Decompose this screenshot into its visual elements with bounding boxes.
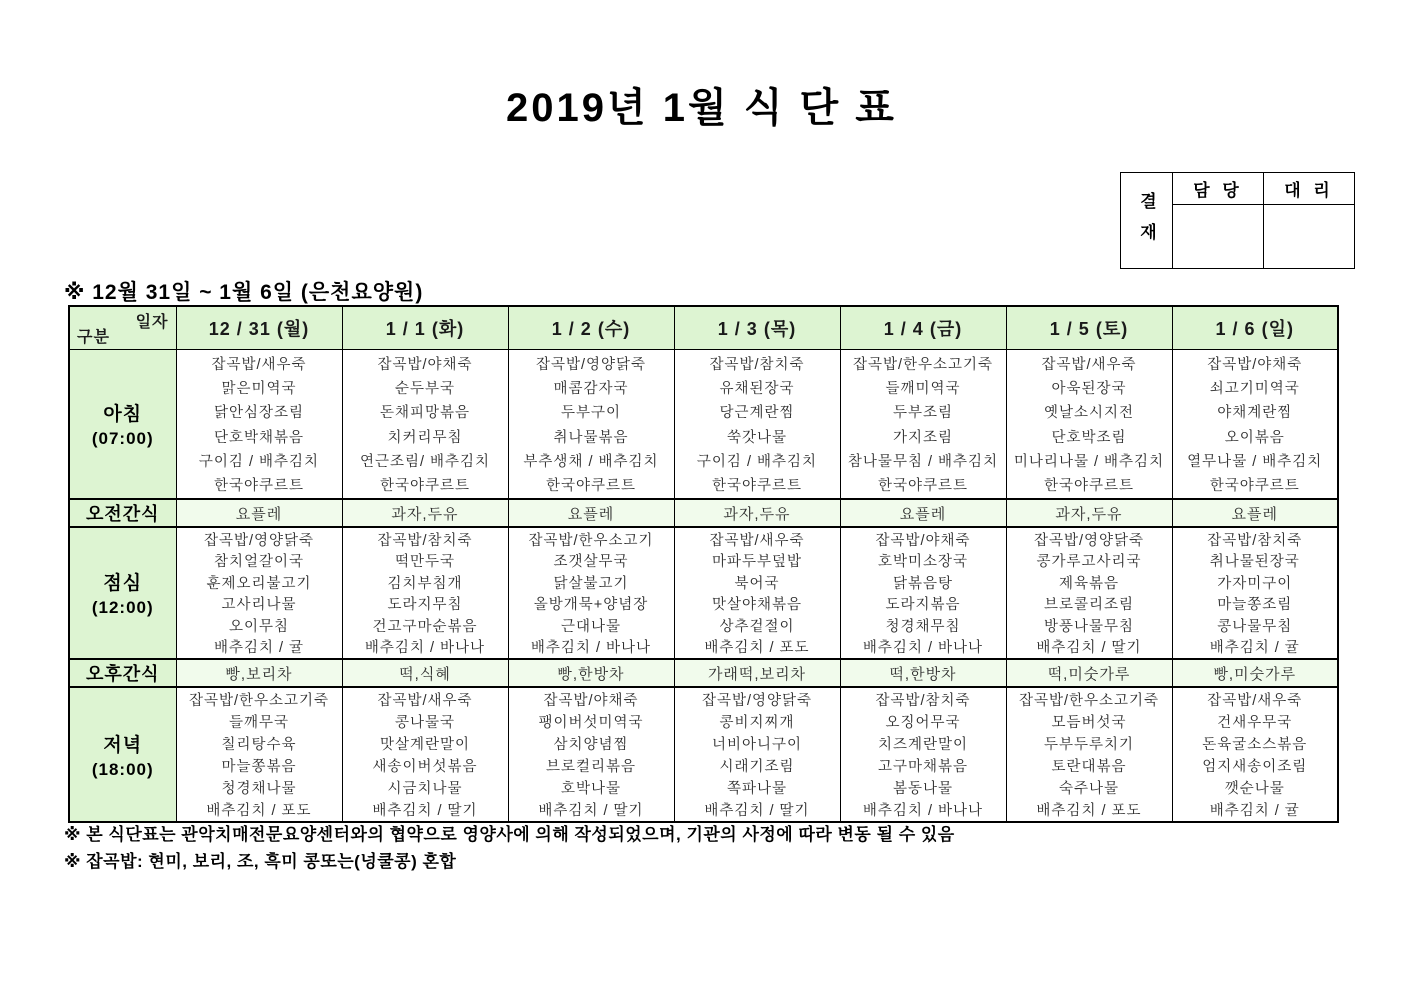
menu-item: 잡곡밥/야채죽 [875,532,971,549]
menu-item: 당근계란찜 [719,405,795,422]
approval-sign-manager [1173,205,1264,269]
menu-item: 고사리나물 [221,597,297,614]
approval-stamp-label: 결재 [1121,173,1173,269]
menu-item: 두부구이 [560,405,622,422]
menu-item: 들깨미역국 [885,381,961,398]
menu-item-list [343,528,508,658]
menu-item: 잡곡밥/새우죽 [1207,693,1303,709]
menu-item: 들깨무국 [228,715,290,731]
menu-item: 닭살불고기 [553,575,629,592]
row-label-text: 점심 [103,573,143,594]
menu-item: 브로콜리조림 [1043,597,1135,614]
menu-item-list [177,688,342,821]
corner-label-date: 일자 [135,314,169,331]
menu-item: 근대나물 [560,618,622,635]
menu-item: 배추김치 / 포도 [1036,803,1142,819]
menu-cell [176,527,342,659]
menu-cell [840,687,1006,822]
footer-note: ※ 본 식단표는 관악치매전문요양센터와의 협약으로 영양사에 의해 작성되었으며, 기관의 사정에 따라 변동 될 수 있음 [64,825,955,844]
menu-item: 배추김치 / 딸기 [372,803,478,819]
menu-item: 단호박채볶음 [213,429,305,446]
menu-item-list [1007,528,1172,658]
snack-cell: 떡,식혜 [342,659,508,687]
menu-item: 잡곡밥/야채죽 [377,357,473,374]
menu-item: 잡곡밥/영양닭죽 [535,357,647,374]
menu-item: 배추김치 / 바나나 [862,803,984,819]
menu-item: 매콤감자국 [553,381,629,398]
menu-item: 삼치양념찜 [553,737,629,753]
menu-item-list [1007,350,1172,498]
menu-item-list [1173,350,1338,498]
menu-item: 잡곡밥/새우죽 [211,357,307,374]
menu-item: 돈육굴소스볶음 [1202,737,1308,753]
menu-item: 건새우무국 [1217,715,1293,731]
menu-item: 치즈계란말이 [877,737,969,753]
menu-table-head [69,306,1338,350]
menu-item: 잡곡밥/새우죽 [377,693,473,709]
menu-cell [840,350,1006,500]
menu-cell [1006,687,1172,822]
menu-item: 옛날소시지전 [1043,405,1135,422]
menu-item: 모듬버섯국 [1051,715,1127,731]
menu-item: 참치얼갈이국 [213,554,305,571]
menu-item-list [343,688,508,821]
snack-cell: 빵,미숫가루 [1172,659,1338,687]
menu-item: 한국야쿠르트 [1043,477,1135,494]
snack-cell: 과자,두유 [342,499,508,527]
menu-item-list [509,350,674,498]
menu-item-list [1173,688,1338,821]
date-column-header: 1 / 6 (일) [1172,306,1338,350]
menu-item: 시래기조림 [719,759,795,775]
menu-item: 잡곡밥/영양닭죽 [1033,532,1145,549]
menu-item: 부추생채 / 배추김치 [523,453,659,470]
menu-item: 참나물무침 / 배추김치 [847,453,999,470]
menu-item: 잡곡밥/한우소고기죽 [188,693,330,709]
menu-item: 방풍나물무침 [1043,618,1135,635]
menu-item: 순두부국 [394,381,456,398]
menu-item: 가자미구이 [1217,575,1293,592]
menu-item: 연근조림/ 배추김치 [359,453,491,470]
approval-box [1120,172,1355,269]
menu-item: 건고구마순볶음 [372,618,478,635]
menu-item: 취나물볶음 [553,429,629,446]
menu-item: 시금치나물 [387,781,463,797]
snack-cell: 빵,한방차 [508,659,674,687]
menu-item: 잡곡밥/참치죽 [1207,532,1303,549]
menu-item-list [177,350,342,498]
menu-item: 제육볶음 [1058,575,1120,592]
footer-note: ※ 잡곡밥: 현미, 보리, 조, 흑미 콩또는(넝쿨콩) 혼합 [64,852,457,871]
menu-item: 배추김치 / 바나나 [364,640,486,657]
menu-item-list [1007,688,1172,821]
snack-cell: 과자,두유 [1006,499,1172,527]
approval-role-deputy: 대 리 [1264,173,1355,205]
menu-item: 배추김치 / 귤 [1209,803,1300,819]
menu-item: 콩나물국 [394,715,456,731]
menu-item-list [1173,528,1338,658]
menu-item-list [841,528,1006,658]
menu-item: 배추김치 / 딸기 [1036,640,1142,657]
menu-item: 봄동나물 [892,781,954,797]
menu-item: 가지조림 [892,429,954,446]
menu-item: 배추김치 / 포도 [206,803,312,819]
menu-item: 배추김치 / 바나나 [530,640,652,657]
menu-cell [342,350,508,500]
footer-notes [64,821,955,875]
menu-cell [176,350,342,500]
page-title: 2019년 1월 식 단 표 [506,86,897,130]
menu-item: 야채계란찜 [1217,405,1293,422]
menu-item: 맑은미역국 [221,381,297,398]
menu-item: 구이김 / 배추김치 [696,453,818,470]
row-label-lunch [69,527,176,659]
menu-item: 배추김치 / 딸기 [538,803,644,819]
date-column-header: 1 / 4 (금) [840,306,1006,350]
menu-cell [1172,350,1338,500]
menu-item: 너비아니구이 [711,737,803,753]
menu-item: 잡곡밥/영양닭죽 [203,532,315,549]
menu-item: 닭안심장조림 [213,405,305,422]
menu-item: 새송이버섯볶음 [372,759,478,775]
menu-item: 한국야쿠르트 [1209,477,1300,494]
corner-header-cell [69,306,176,350]
row-label-text: 오전간식 [85,504,160,524]
menu-item: 한국야쿠르트 [545,477,637,494]
menu-item: 잡곡밥/참치죽 [709,357,805,374]
row-label-snack-pm [69,659,176,687]
menu-cell [1172,527,1338,659]
menu-table [68,305,1339,823]
menu-item: 떡만두국 [394,554,456,571]
menu-item: 잡곡밥/참치죽 [875,693,971,709]
menu-cell [342,527,508,659]
snack-cell: 빵,보리차 [176,659,342,687]
menu-item: 맛살계란말이 [379,737,471,753]
menu-item: 호박나물 [560,781,622,797]
approval-role-manager: 담 당 [1173,173,1264,205]
menu-item-list [343,350,508,498]
menu-cell [176,687,342,822]
menu-item: 올방개묵+양념장 [533,597,649,614]
approval-sign-deputy [1264,205,1355,269]
menu-item: 조갯살무국 [553,554,629,571]
menu-item: 숙주나물 [1058,781,1120,797]
menu-item: 마늘쫑조림 [1217,597,1293,614]
menu-cell [1172,687,1338,822]
menu-item: 미나리나물 / 배추김치 [1013,453,1165,470]
menu-item: 도라지볶음 [885,597,961,614]
row-label-time: (18:00) [91,759,154,779]
menu-cell [1006,350,1172,500]
menu-item: 아욱된장국 [1051,381,1127,398]
date-range-subtitle: ※ 12월 31일 ~ 1월 6일 (은천요양원) [64,281,424,304]
menu-item-list [177,528,342,658]
menu-item: 콩가루고사리국 [1036,554,1142,571]
row-label-snack-am [69,499,176,527]
menu-item: 도라지무침 [387,597,463,614]
menu-item: 훈제오리불고기 [206,575,312,592]
row-label-text: 저녁 [103,734,143,756]
menu-item: 오이무침 [228,618,290,635]
menu-item: 북어국 [734,575,780,592]
menu-item: 상추겉절이 [719,618,795,635]
menu-item: 잡곡밥/참치죽 [377,532,473,549]
date-column-header: 1 / 2 (수) [508,306,674,350]
menu-cell [674,350,840,500]
menu-cell [342,687,508,822]
menu-item-list [841,688,1006,821]
menu-item: 닭볶음탕 [892,575,954,592]
date-column-header: 1 / 3 (목) [674,306,840,350]
menu-cell [674,687,840,822]
menu-item: 잡곡밥/새우죽 [709,532,805,549]
row-label-time: (07:00) [91,429,154,448]
menu-table-body [69,350,1338,823]
snack-cell: 떡,한방차 [840,659,1006,687]
menu-item: 깻순나물 [1224,781,1285,797]
snack-cell: 요플레 [508,499,674,527]
menu-item: 잡곡밥/야채죽 [1207,357,1303,374]
menu-item: 오징어무국 [885,715,961,731]
menu-item: 쑥갓나물 [726,429,788,446]
row-label-dinner [69,687,176,822]
menu-item: 청경채나물 [221,781,297,797]
date-column-header: 1 / 1 (화) [342,306,508,350]
menu-item: 잡곡밥/한우소고기죽 [1018,693,1160,709]
menu-item: 팽이버섯미역국 [538,715,644,731]
menu-item: 배추김치 / 귤 [213,640,305,657]
menu-cell [508,687,674,822]
menu-item: 고구마채볶음 [877,759,969,775]
menu-item: 한국야쿠르트 [213,477,305,494]
menu-item: 잡곡밥/새우죽 [1041,357,1137,374]
menu-item: 오이볶음 [1224,429,1285,446]
menu-cell [1006,527,1172,659]
row-label-breakfast [69,350,176,500]
snack-cell: 떡,미숫가루 [1006,659,1172,687]
menu-item: 맛살야채볶음 [711,597,803,614]
menu-item: 두부조림 [892,405,954,422]
menu-item: 한국야쿠르트 [379,477,471,494]
menu-item: 잡곡밥/야채죽 [543,693,639,709]
date-column-header: 12 / 31 (월) [176,306,342,350]
menu-item: 유채된장국 [719,381,795,398]
snack-cell: 요플레 [840,499,1006,527]
row-label-time: (12:00) [91,598,154,617]
menu-cell [508,350,674,500]
menu-item: 한국야쿠르트 [711,477,803,494]
menu-item: 치커리무침 [387,429,463,446]
menu-item: 쪽파나물 [726,781,788,797]
menu-item: 배추김치 / 포도 [704,640,810,657]
menu-item: 구이김 / 배추김치 [198,453,320,470]
menu-cell [840,527,1006,659]
menu-item: 호박미소장국 [877,554,969,571]
menu-item: 쇠고기미역국 [1209,381,1300,398]
menu-item: 단호박조림 [1051,429,1127,446]
menu-item-list [675,350,840,498]
menu-item: 콩나물무침 [1217,618,1293,635]
menu-item: 배추김치 / 귤 [1209,640,1300,657]
menu-item-list [509,688,674,821]
menu-item: 브로컬리볶음 [545,759,637,775]
menu-item: 김치부침개 [387,575,463,592]
snack-cell: 요플레 [1172,499,1338,527]
menu-item: 잡곡밥/한우소고기 [528,532,654,549]
menu-item: 토란대볶음 [1051,759,1127,775]
menu-item: 잡곡밥/영양닭죽 [701,693,813,709]
menu-item: 칠리탕수육 [221,737,297,753]
menu-cell [674,527,840,659]
menu-item-list [509,528,674,658]
corner-label-category: 구분 [77,329,110,346]
menu-item: 취나물된장국 [1209,554,1300,571]
date-column-header: 1 / 5 (토) [1006,306,1172,350]
menu-cell [508,527,674,659]
row-label-text: 오후간식 [85,664,160,684]
row-label-text: 아침 [103,404,143,425]
menu-item: 두부두루치기 [1043,737,1135,753]
menu-item: 청경채무침 [885,618,961,635]
menu-item: 배추김치 / 딸기 [704,803,810,819]
snack-cell: 가래떡,보리차 [674,659,840,687]
menu-item: 한국야쿠르트 [877,477,969,494]
menu-item: 잡곡밥/한우소고기죽 [852,357,994,374]
menu-item: 배추김치 / 바나나 [862,640,984,657]
snack-cell: 요플레 [176,499,342,527]
snack-cell: 과자,두유 [674,499,840,527]
menu-item: 엄지새송이조림 [1202,759,1308,775]
menu-item: 콩비지찌개 [719,715,795,731]
menu-item-list [675,528,840,658]
menu-item-list [675,688,840,821]
menu-item: 돈채피망볶음 [379,405,471,422]
menu-item: 마파두부덮밥 [711,554,803,571]
menu-item: 마늘쫑볶음 [221,759,297,775]
menu-item-list [841,350,1006,498]
menu-item: 열무나물 / 배추김치 [1187,453,1323,470]
